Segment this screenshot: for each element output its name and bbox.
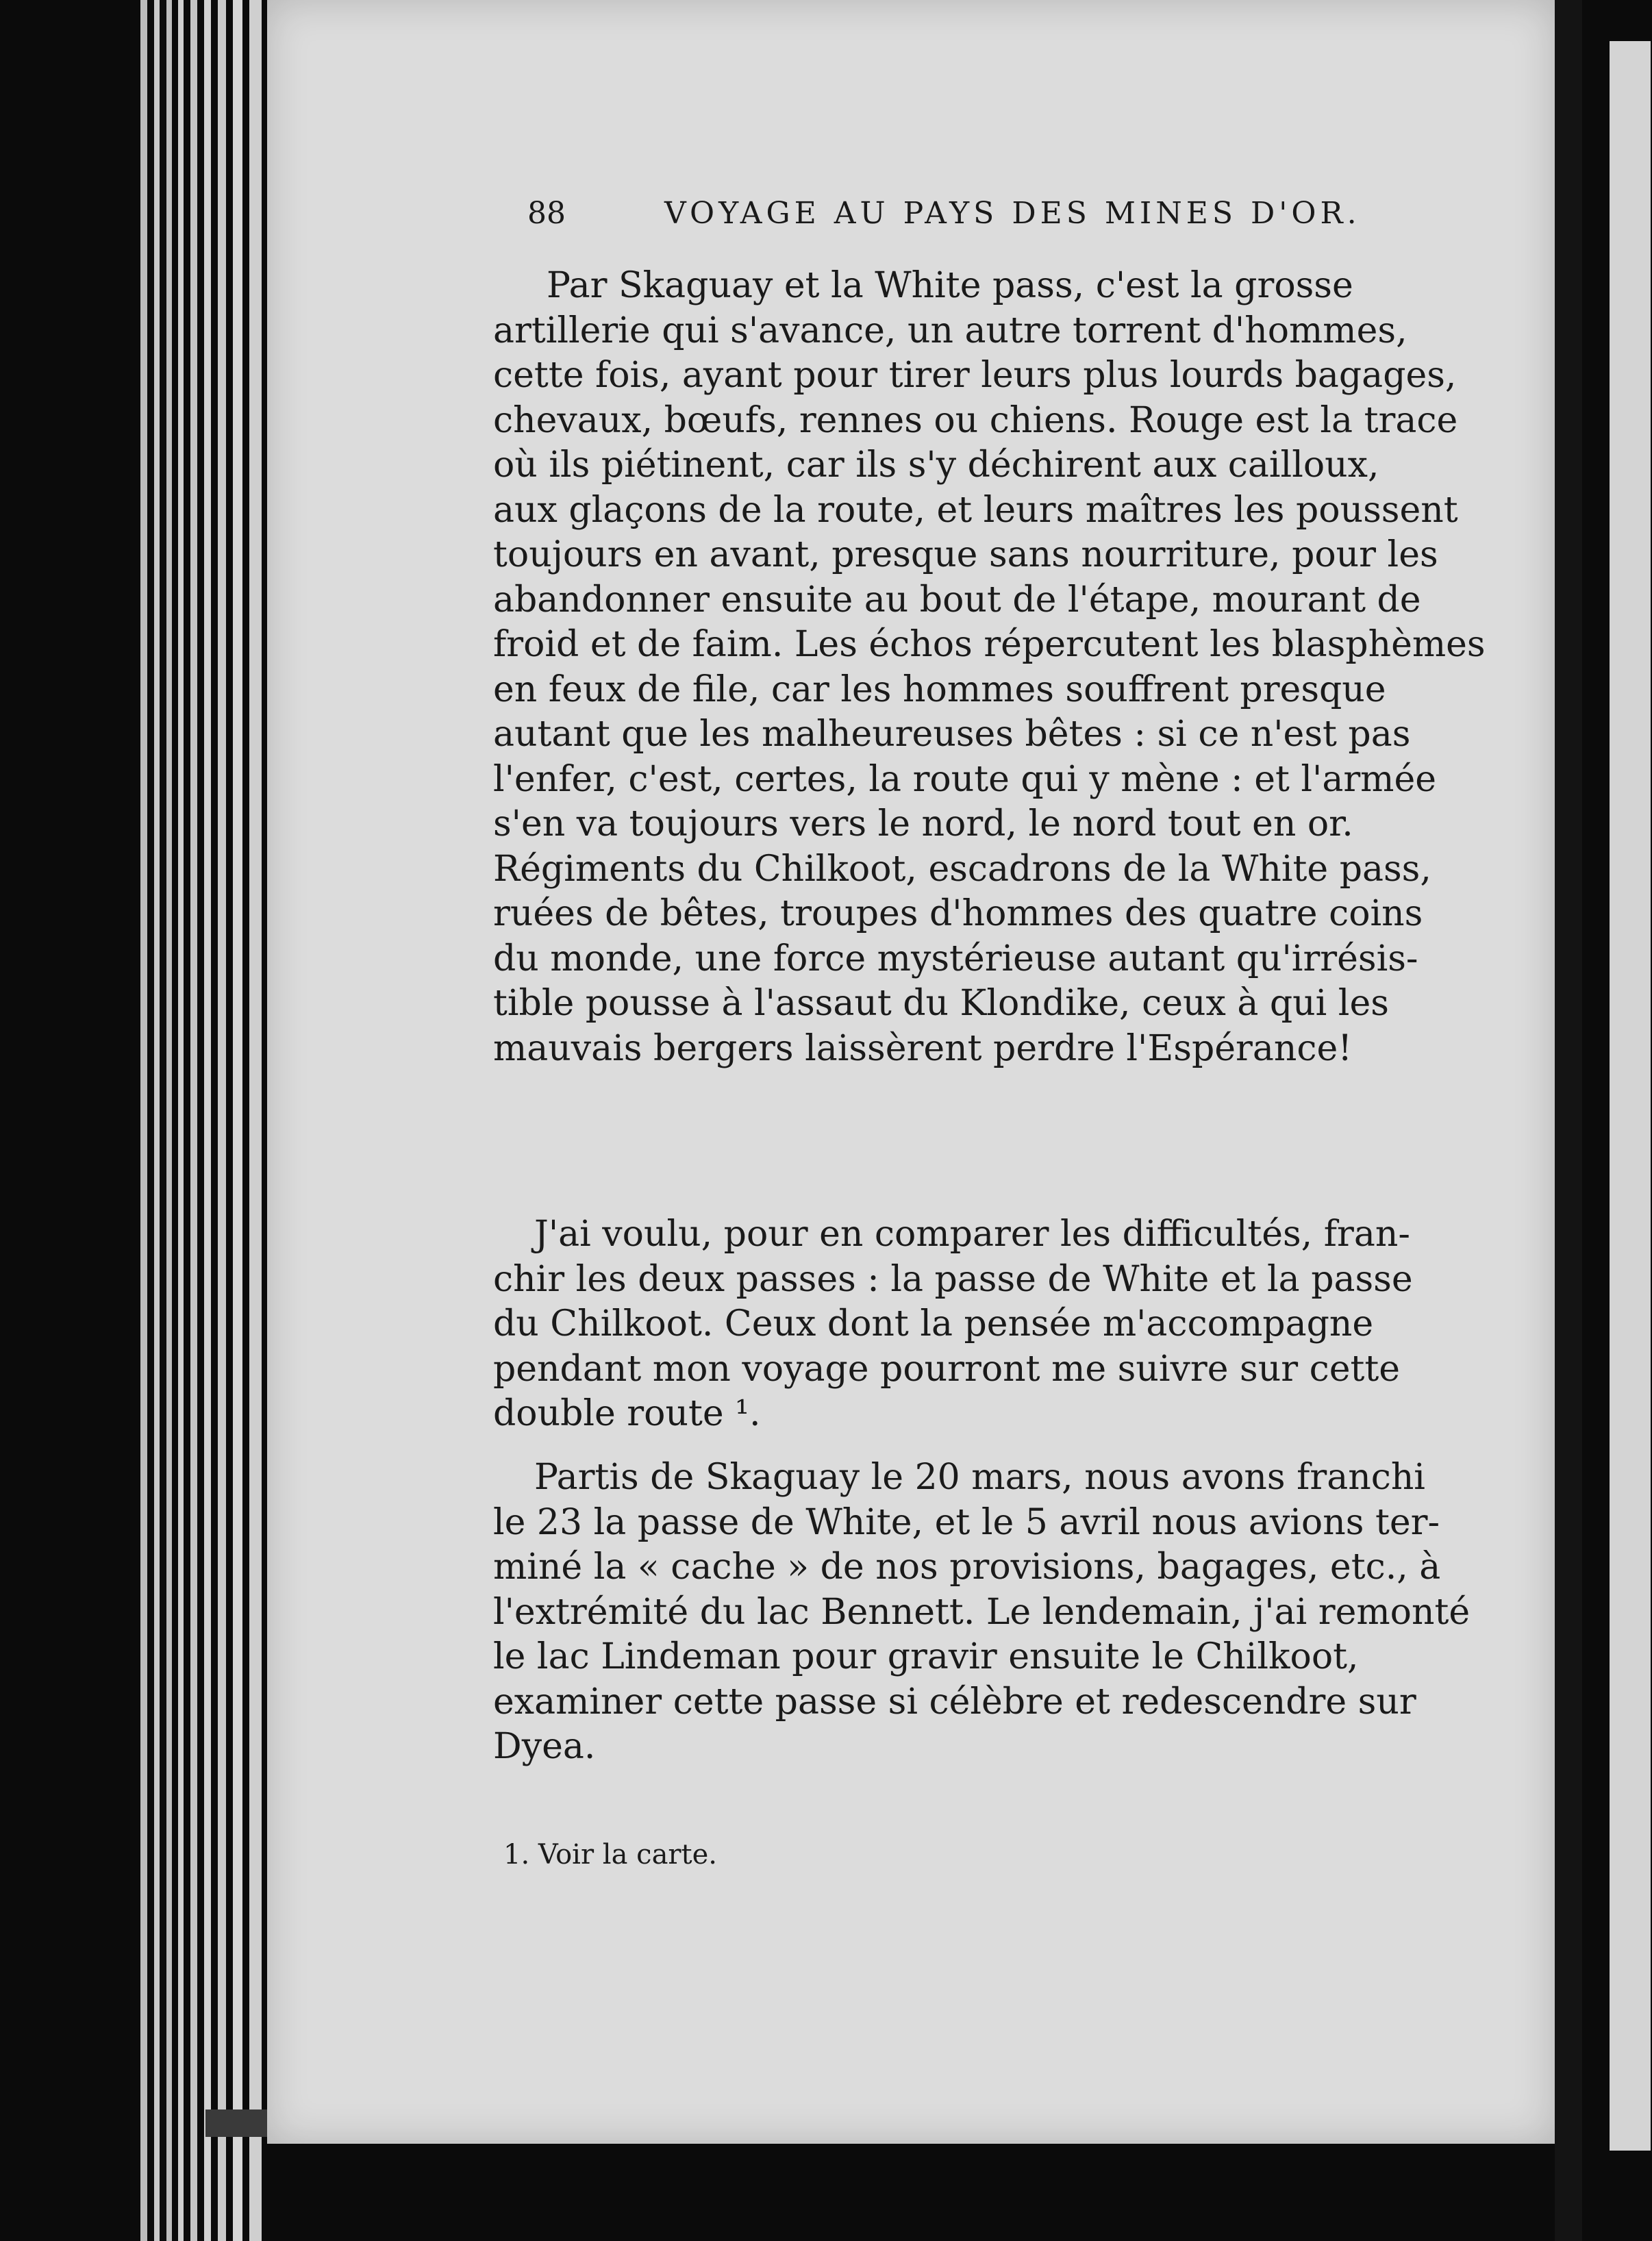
text-line: artillerie qui s'avance, un autre torrent d'hommes,: [493, 310, 1407, 351]
footnote: 1. Voir la carte.: [503, 1839, 717, 1870]
page-number: 88: [527, 196, 566, 231]
page-edge: [218, 0, 226, 2241]
text-line: l'extrémité du lac Bennett. Le lendemain, j'ai remonté: [493, 1591, 1470, 1633]
text-line: le 23 la passe de White, et le 5 avril nous avions ter-: [493, 1501, 1440, 1543]
text-line: cette fois, ayant pour tirer leurs plus lourds bagages,: [493, 355, 1457, 396]
text-line: où ils piétinent, car ils s'y déchirent aux cailloux,: [493, 445, 1379, 486]
text-line: miné la « cache » de nos provisions, bagages, etc., à: [493, 1547, 1441, 1588]
text-line: pendant mon voyage pourront me suivre sur cette: [493, 1348, 1401, 1390]
text-line: Partis de Skaguay le 20 mars, nous avons franchi: [534, 1457, 1425, 1498]
facing-page-edge: [1610, 41, 1651, 2151]
page-edge: [166, 0, 172, 2241]
text-line: autant que les malheureuses bêtes : si ce n'est pas: [493, 714, 1411, 755]
page-edge: [154, 0, 160, 2241]
page-edge: [140, 0, 147, 2241]
paragraph-1: [493, 264, 1486, 1071]
text-line: s'en va toujours vers le nord, le nord tout en or.: [493, 803, 1353, 844]
text-line: abandonner ensuite au bout de l'étape, mourant de: [493, 579, 1421, 621]
text-line: examiner cette passe si célèbre et redescendre sur: [493, 1681, 1416, 1723]
text-line: froid et de faim. Les échos répercutent les blasphèmes: [493, 624, 1486, 665]
text-line: mauvais bergers laissèrent perdre l'Espérance!: [493, 1027, 1353, 1069]
paragraph-2: [493, 1212, 1479, 1437]
text-line: du Chilkoot. Ceux dont la pensée m'accompagne: [493, 1303, 1374, 1344]
text-line: J'ai voulu, pour en comparer les difficultés, fran-: [534, 1214, 1410, 1255]
page-edge: [190, 0, 197, 2241]
text-line: Régiments du Chilkoot, escadrons de la White pass,: [493, 848, 1431, 890]
text-line: Par Skaguay et la White pass, c'est la grosse: [547, 265, 1353, 306]
text-line: l'enfer, c'est, certes, la route qui y mène : et l'armée: [493, 758, 1437, 800]
binding-shadow: [1555, 0, 1582, 2241]
paragraph-3: [493, 1455, 1479, 1770]
text-line: ruées de bêtes, troupes d'hommes des quatre coins: [493, 893, 1423, 934]
text-line: aux glaçons de la route, et leurs maîtres les poussent: [493, 489, 1458, 531]
text-line: le lac Lindeman pour gravir ensuite le Chilkoot,: [493, 1636, 1359, 1677]
text-line: double route ¹.: [493, 1393, 761, 1434]
page-edge: [178, 0, 184, 2241]
running-header: [527, 196, 1384, 231]
text-line: toujours en avant, presque sans nourriture, pour les: [493, 534, 1438, 575]
text-line: tible pousse à l'assaut du Klondike, ceux à qui les: [493, 983, 1389, 1024]
text-line: en feux de file, car les hommes souffrent presque: [493, 668, 1386, 710]
text-line: chevaux, bœufs, rennes ou chiens. Rouge est la trace: [493, 399, 1458, 441]
running-title: VOYAGE AU PAYS DES MINES D'OR.: [664, 196, 1361, 231]
text-line: chir les deux passes : la passe de White et la passe: [493, 1258, 1413, 1300]
page-edge: [204, 0, 211, 2241]
page-edge: [233, 0, 242, 2241]
text-line: Dyea.: [493, 1726, 596, 1767]
text-line: du monde, une force mystérieuse autant qu'irrésis-: [493, 938, 1418, 979]
page-edge: [249, 0, 262, 2241]
